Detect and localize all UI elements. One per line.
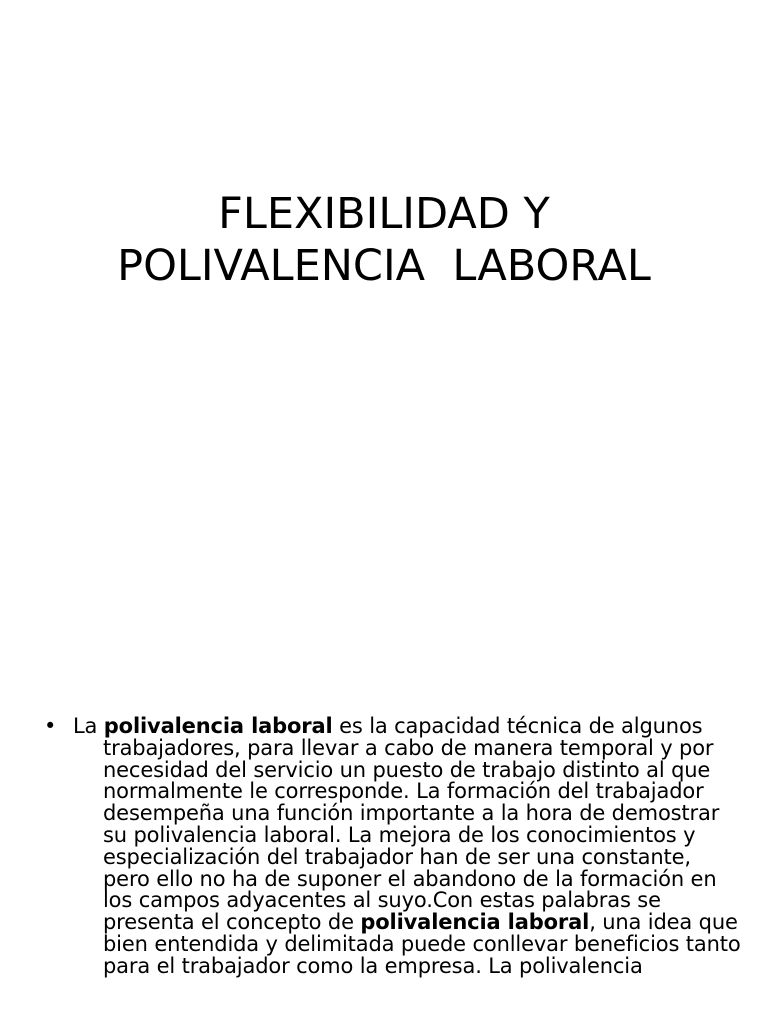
paragraph-bold-term-1: polivalencia laboral: [103, 714, 333, 738]
bullet-icon: •: [44, 714, 57, 738]
paragraph-text-1: La: [73, 714, 104, 738]
slide-title: [0, 188, 768, 292]
bullet-paragraph: [44, 716, 744, 978]
paragraph-text-2: es la capacidad técnica de algunos trabajadores, para llevar a cabo de manera temporal y por necesidad del servicio un puesto de trabajo distinto al que normalmente le corresponde. La formación del trabajador desempeña una función importante a la hora de demostrar su polivalencia laboral. La mejora de los conocimientos y especialización del trabajador han de ser una constante, pero ello no ha de suponer el abandono de la formación en los campos adyacentes al suyo.Con estas palabras se presenta el concepto de: [103, 714, 720, 935]
body-content: [44, 716, 744, 978]
title-line-1: FLEXIBILIDAD Y: [218, 189, 550, 239]
paragraph-text-3: , una idea que bien entendida y delimitada puede conllevar beneficios tanto para el trabajador como la empresa. La polivalencia: [103, 910, 741, 978]
title-line-2: POLIVALENCIA LABORAL: [117, 241, 651, 291]
paragraph-bold-term-2: polivalencia laboral: [360, 910, 590, 935]
